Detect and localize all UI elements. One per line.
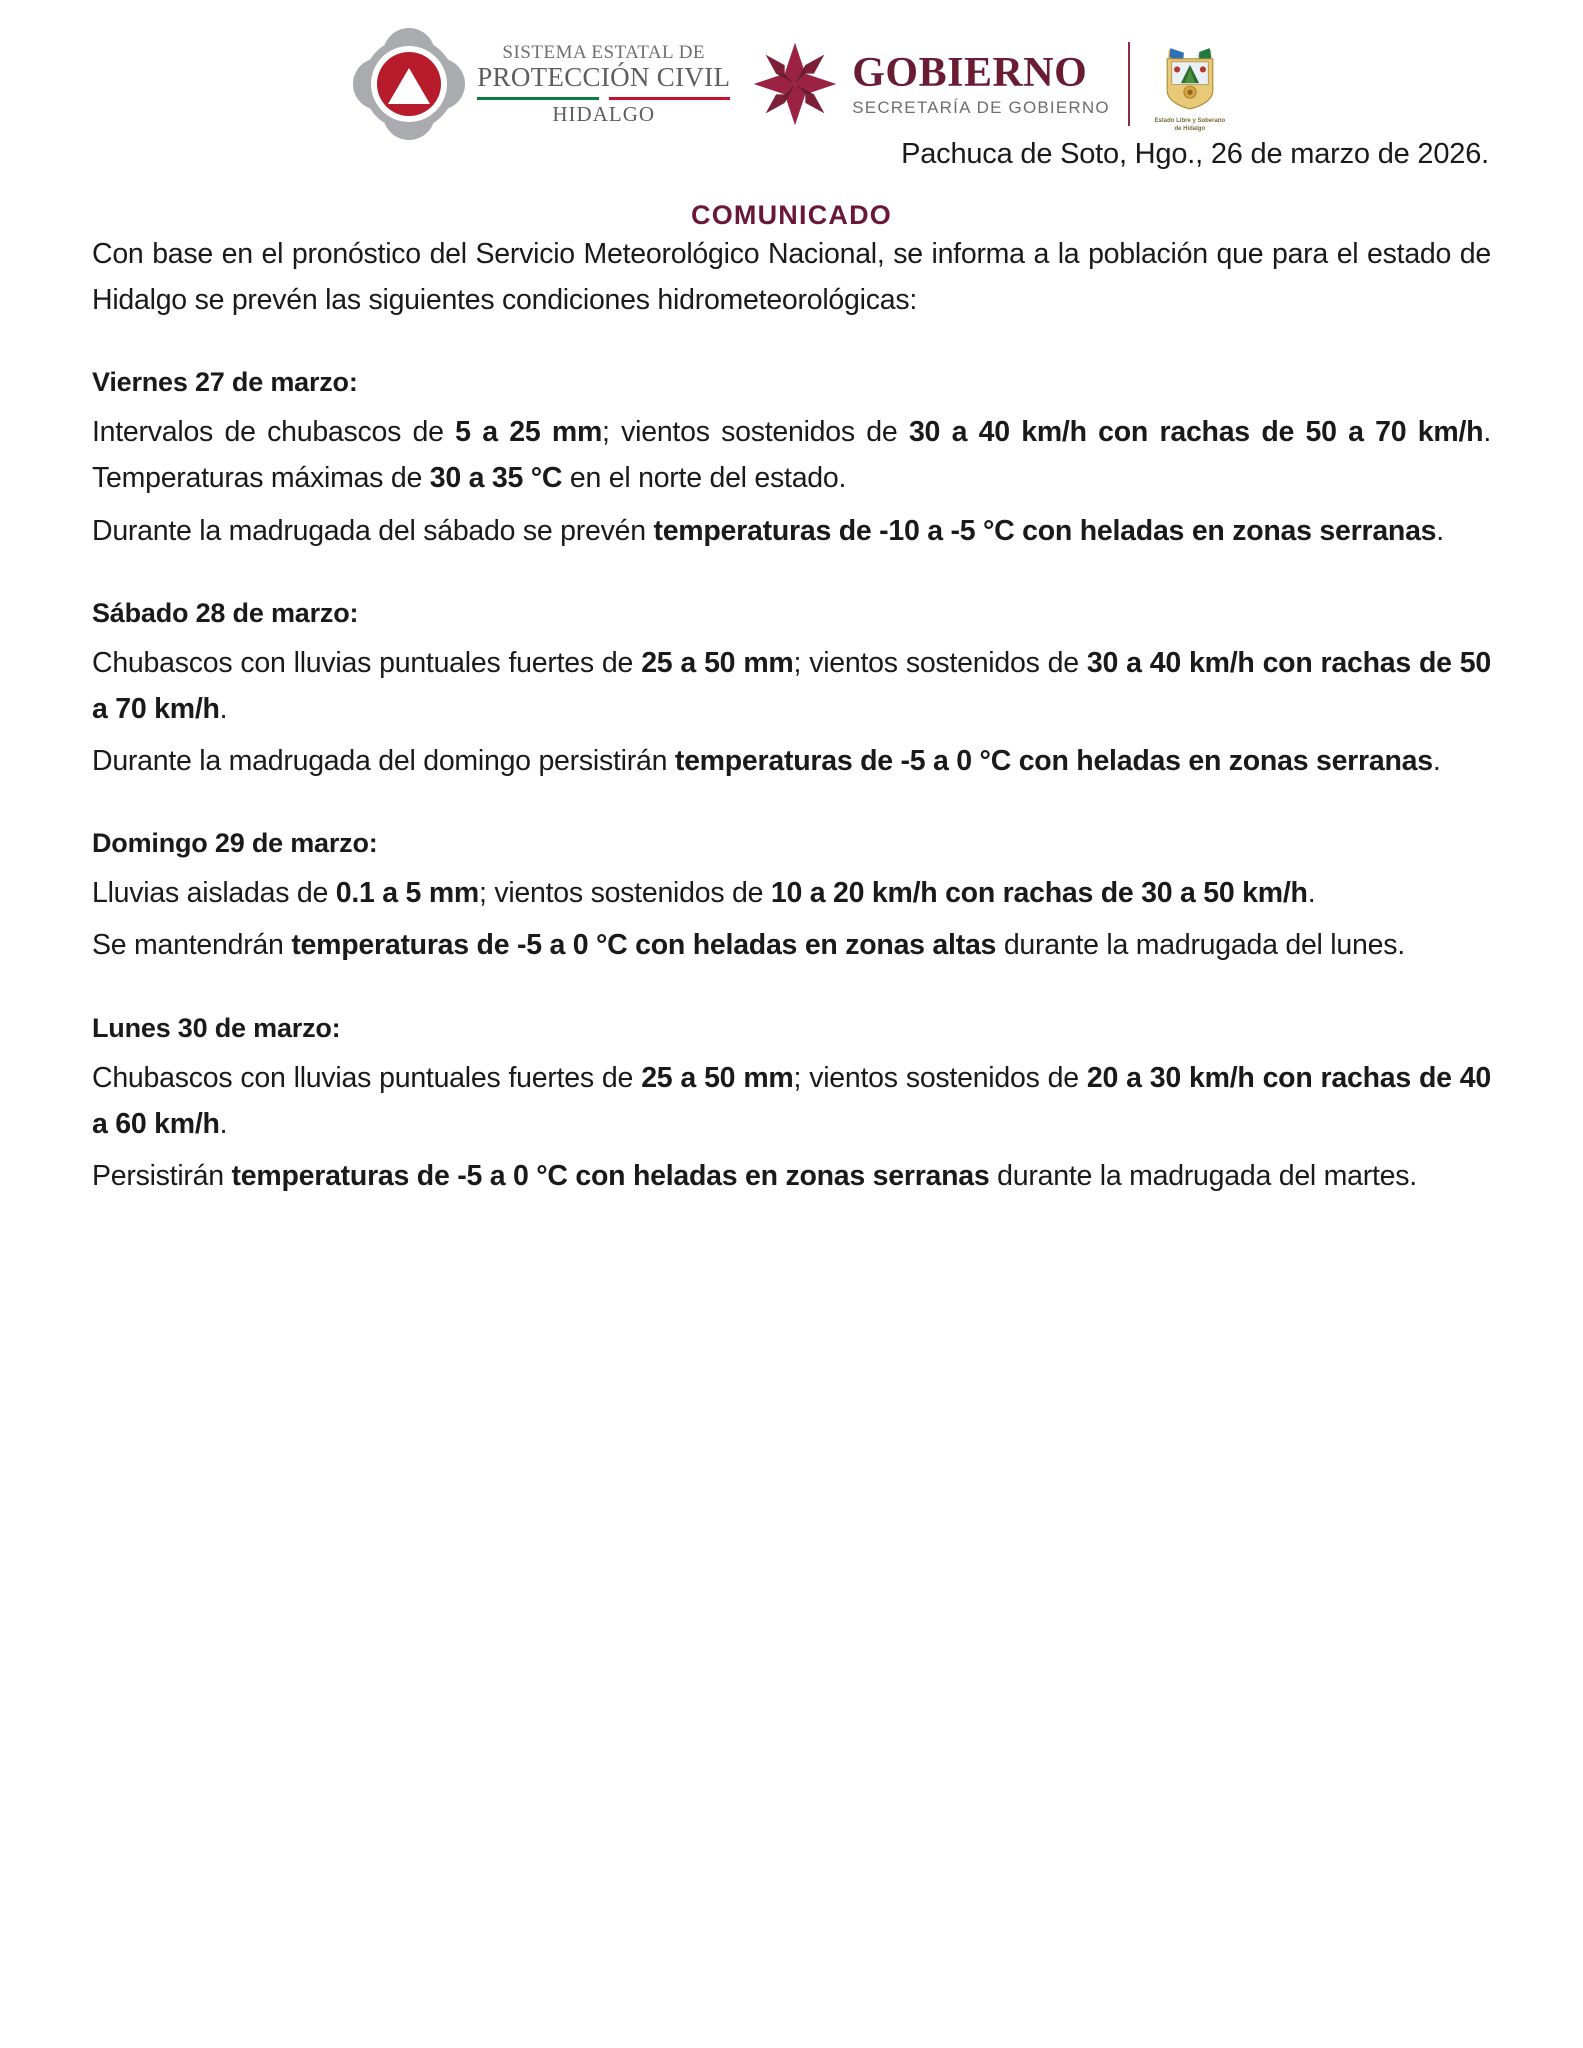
hidalgo-coat-of-arms-icon [1152,36,1228,112]
dateline: Pachuca de Soto, Hgo., 26 de marzo de 2026. [901,138,1489,170]
gobierno-label: GOBIERNO [852,50,1088,96]
emphasis-text: 30 a 35 °C [429,462,563,495]
header-divider [1128,42,1130,126]
body-text: . [219,692,228,725]
body-text: Se mantendrán [92,929,292,962]
forecast-day-paragraph [92,870,1491,916]
emphasis-text: temperaturas de -5 a 0 °C con heladas en zonas serranas [231,1159,990,1192]
forecast-day-heading: Viernes 27 de marzo: [92,367,358,398]
emphasis-text: 25 a 50 mm [641,1061,794,1094]
body-text: Persistirán [92,1159,232,1192]
forecast-day-heading: Domingo 29 de marzo: [92,828,378,859]
forecast-day-paragraph [92,738,1491,784]
forecast-day-block [92,367,1491,553]
page-title: COMUNICADO [691,200,892,230]
document-header [0,0,1583,134]
secretaria-label: SECRETARÍA DE GOBIERNO [852,98,1110,117]
civil-protection-line3: HIDALGO [552,102,656,126]
body-text: . [219,1107,228,1140]
forecast-day-block [92,828,1491,968]
eight-point-star-icon [752,41,838,127]
hidalgo-emblem-caption-line1: Estado Libre y Soberano [1154,117,1226,124]
emphasis-text: 30 a 40 km/h con rachas de 50 a 70 km/h [92,646,1491,725]
intro-paragraph: Con base en el pronóstico del Servicio Meteorológico Nacional, se informa a la población que para el estado de Hidalgo se prevén las siguientes condiciones hidrometeorológicas: [92,238,1491,317]
body-text: . [1307,877,1316,910]
body-text: ; vientos sostenidos de [602,416,909,449]
civil-protection-line1: SISTEMA ESTATAL DE [502,42,706,63]
body-text: Durante la madrugada del sábado se prevén [92,514,654,547]
emphasis-text: temperaturas de -5 a 0 °C con heladas en zonas altas [291,929,997,962]
body-text: . Temperaturas máximas de [92,416,1491,495]
forecast-day-block [92,1013,1491,1199]
hidalgo-state-emblem [1148,36,1232,133]
emphasis-text: temperaturas de -5 a 0 °C con heladas en zonas serranas [674,745,1433,778]
forecast-day-paragraph [92,640,1491,732]
forecast-day-block [92,598,1491,784]
hidalgo-emblem-caption-line2: de Hidalgo [1174,125,1206,132]
body-text: . [1436,514,1444,547]
emphasis-text: 5 a 25 mm [455,416,603,449]
civil-protection-logo [351,26,730,142]
forecast-day-heading: Lunes 30 de marzo: [92,1012,341,1043]
body-text: Chubascos con lluvias puntuales fuertes de [92,1061,642,1094]
government-wordmark [852,52,1110,116]
body-text: ; vientos sostenidos de [793,1061,1087,1094]
emphasis-text: 30 a 40 km/h con rachas de 50 a 70 km/h [908,416,1484,449]
forecast-day-heading: Sábado 28 de marzo: [92,597,359,628]
civil-protection-wordmark [477,43,730,125]
mexican-flag-rule [477,97,730,100]
forecast-day-paragraph [92,508,1491,554]
emphasis-text: 25 a 50 mm [641,646,794,679]
civil-protection-line2: PROTECCIÓN CIVIL [477,62,731,92]
forecast-day-paragraph [92,1153,1491,1199]
body-text: Durante la madrugada del domingo persistirán [92,745,675,778]
emphasis-text: temperaturas de -10 a -5 °C con heladas en zonas serranas [653,514,1437,547]
document-body [0,138,1583,1199]
forecast-day-paragraph [92,1055,1491,1147]
body-text: Intervalos de chubascos de [92,416,456,449]
body-text: en el norte del estado. [562,462,847,495]
body-text: Chubascos con lluvias puntuales fuertes de [92,646,642,679]
forecast-day-paragraph [92,922,1491,968]
body-text: ; vientos sostenidos de [793,646,1087,679]
emphasis-text: 20 a 30 km/h con rachas de 40 a 60 km/h [92,1061,1491,1140]
body-text: durante la madrugada del martes. [989,1159,1417,1192]
body-text: ; vientos sostenidos de [479,877,771,910]
emphasis-text: 0.1 a 5 mm [335,877,480,910]
forecast-day-paragraph [92,409,1491,501]
emphasis-text: 10 a 20 km/h con rachas de 30 a 50 km/h [770,877,1308,910]
civil-protection-emblem-icon [351,26,467,142]
body-text: durante la madrugada del lunes. [996,929,1405,962]
body-text: . [1432,745,1441,778]
body-text: Lluvias aisladas de [92,877,336,910]
forecast-days-list [92,367,1491,1199]
government-logo [752,41,1110,127]
